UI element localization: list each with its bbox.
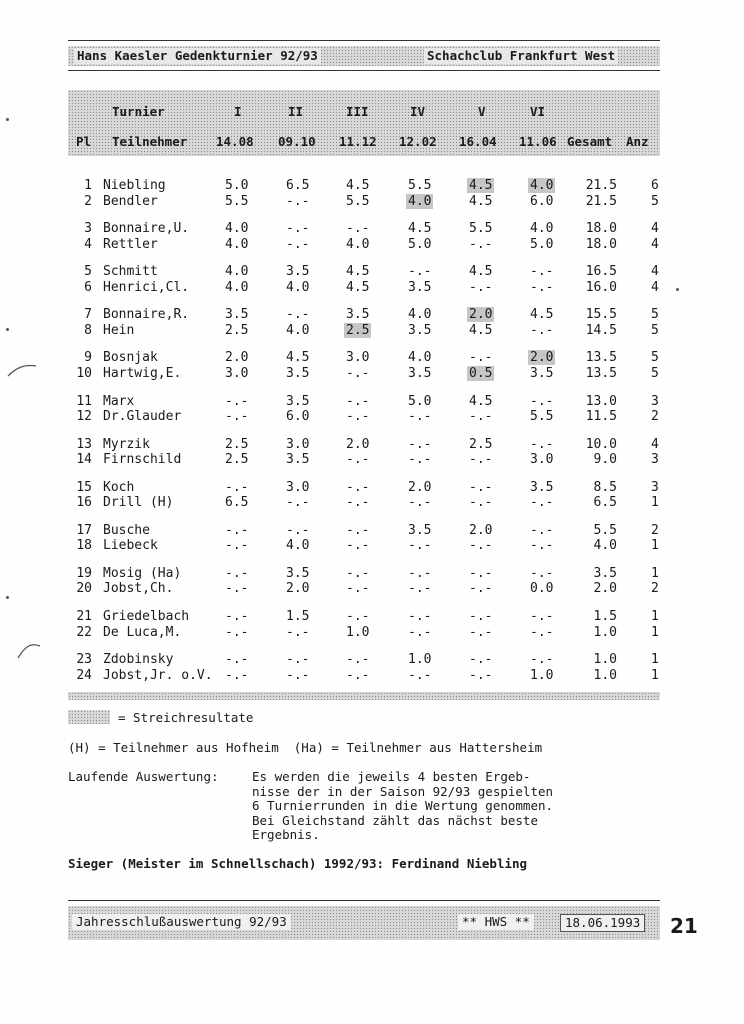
round-4-cell: -.- xyxy=(408,264,432,280)
total-cell: 16.5 xyxy=(585,264,617,280)
col-round-4-roman: IV xyxy=(410,104,426,119)
round-6-cell: 6.0 xyxy=(530,193,554,209)
name-cell: Myrzik xyxy=(103,436,150,452)
round-5-cell: -.- xyxy=(469,350,493,366)
round-3-cell: 3.0 xyxy=(346,350,370,366)
total-cell: 18.0 xyxy=(585,236,617,252)
count-cell: 5 xyxy=(651,365,659,381)
round-6-cell: -.- xyxy=(530,624,554,640)
column-header xyxy=(68,90,660,156)
name-cell: Bonnaire,U. xyxy=(103,221,190,237)
total-cell: 13.5 xyxy=(585,365,617,381)
name-cell: Liebeck xyxy=(103,538,158,554)
round-1-cell: 6.5 xyxy=(225,495,249,511)
col-turnier: Turnier xyxy=(112,104,165,119)
round-4-cell: 2.0 xyxy=(408,479,432,495)
footer-title: Jahresschlußauswertung 92/93 xyxy=(72,914,291,930)
round-5-cell: -.- xyxy=(469,565,493,581)
name-cell: Rettler xyxy=(103,236,158,252)
round-4-cell: -.- xyxy=(408,667,432,683)
round-5-cell: 0.5 xyxy=(469,365,493,381)
header-title: Hans Kaesler Gedenkturnier 92/93 xyxy=(74,48,321,64)
round-6-cell: 3.5 xyxy=(530,479,554,495)
name-cell: Firnschild xyxy=(103,452,182,468)
round-1-cell: 2.5 xyxy=(225,322,249,338)
total-cell: 3.5 xyxy=(593,565,617,581)
round-4-cell: -.- xyxy=(408,538,432,554)
round-2-cell: -.- xyxy=(286,652,310,668)
round-2-cell: 4.0 xyxy=(286,322,310,338)
round-6-cell: 0.0 xyxy=(530,581,554,597)
rank-cell: 9 xyxy=(84,350,92,366)
rank-cell: 15 xyxy=(76,479,92,495)
round-3-cell: -.- xyxy=(346,221,370,237)
round-6-cell: -.- xyxy=(530,522,554,538)
round-5-cell: -.- xyxy=(469,479,493,495)
round-1-cell: -.- xyxy=(225,522,249,538)
total-cell: 4.0 xyxy=(593,538,617,554)
header-club: Schachclub Frankfurt West xyxy=(424,48,618,64)
round-2-cell: -.- xyxy=(286,624,310,640)
round-6-cell: 4.0 xyxy=(530,221,554,237)
round-5-cell: -.- xyxy=(469,581,493,597)
round-3-cell: -.- xyxy=(346,609,370,624)
header-underline xyxy=(68,70,660,71)
round-6-cell: -.- xyxy=(530,279,554,295)
round-2-cell: 4.0 xyxy=(286,538,310,554)
round-2-cell: -.- xyxy=(286,522,310,538)
round-5-cell: -.- xyxy=(469,495,493,511)
count-cell: 1 xyxy=(651,495,659,511)
round-3-cell: 5.5 xyxy=(346,193,370,209)
round-5-cell: -.- xyxy=(469,279,493,295)
round-5-cell: -.- xyxy=(469,538,493,554)
round-2-cell: 4.0 xyxy=(286,279,310,295)
round-6-cell: 4.0 xyxy=(530,178,554,193)
round-5-cell: 4.5 xyxy=(469,178,493,193)
round-4-cell: 3.5 xyxy=(408,322,432,338)
round-4-cell: 4.5 xyxy=(408,221,432,237)
round-4-cell: 4.0 xyxy=(408,193,432,209)
round-5-cell: -.- xyxy=(469,409,493,424)
count-cell: 4 xyxy=(651,436,659,452)
round-1-cell: -.- xyxy=(225,667,249,683)
round-2-cell: 3.0 xyxy=(286,479,310,495)
round-4-cell: -.- xyxy=(408,609,432,624)
total-cell: 16.0 xyxy=(585,279,617,295)
total-cell: 1.5 xyxy=(593,609,617,624)
round-4-cell: 4.0 xyxy=(408,350,432,366)
count-cell: 2 xyxy=(651,581,659,597)
total-cell: 8.5 xyxy=(593,479,617,495)
round-1-cell: -.- xyxy=(225,409,249,424)
footer-date: 18.06.1993 xyxy=(560,914,645,932)
rank-cell: 3 xyxy=(84,221,92,237)
round-5-cell: 4.5 xyxy=(469,322,493,338)
round-6-cell: -.- xyxy=(530,565,554,581)
col-round-3-roman: III xyxy=(346,104,369,119)
total-cell: 11.5 xyxy=(585,409,617,424)
rank-cell: 4 xyxy=(84,236,92,252)
round-5-cell: 5.5 xyxy=(469,221,493,237)
name-cell: Zdobinsky xyxy=(103,652,174,668)
count-cell: 1 xyxy=(651,609,659,624)
round-1-cell: 4.0 xyxy=(225,236,249,252)
round-2-cell: 3.5 xyxy=(286,264,310,280)
round-5-cell: 4.5 xyxy=(469,193,493,209)
col-round-5-date: 16.04 xyxy=(459,134,497,149)
total-cell: 13.5 xyxy=(585,350,617,366)
total-cell: 14.5 xyxy=(585,322,617,338)
rank-cell: 8 xyxy=(84,322,92,338)
round-1-cell: 2.0 xyxy=(225,350,249,366)
round-3-cell: 4.5 xyxy=(346,279,370,295)
total-cell: 21.5 xyxy=(585,193,617,209)
round-3-cell: -.- xyxy=(346,495,370,511)
count-cell: 2 xyxy=(651,522,659,538)
name-cell: Griedelbach xyxy=(103,609,190,624)
round-3-cell: 2.0 xyxy=(346,436,370,452)
rank-cell: 21 xyxy=(76,609,92,624)
rank-cell: 23 xyxy=(76,652,92,668)
round-1-cell: -.- xyxy=(225,479,249,495)
name-cell: Schmitt xyxy=(103,264,158,280)
name-cell: Jobst,Jr. o.V. xyxy=(103,667,213,683)
round-1-cell: 3.5 xyxy=(225,307,249,323)
count-cell: 1 xyxy=(651,624,659,640)
round-4-cell: -.- xyxy=(408,581,432,597)
col-gesamt: Gesamt xyxy=(567,134,613,149)
count-cell: 4 xyxy=(651,221,659,237)
col-round-2-roman: II xyxy=(288,104,304,119)
total-cell: 18.0 xyxy=(585,221,617,237)
round-3-cell: -.- xyxy=(346,479,370,495)
round-4-cell: 5.5 xyxy=(408,178,432,193)
round-6-cell: -.- xyxy=(530,436,554,452)
legend-laufend-text: Es werden die jeweils 4 besten Ergeb- nisse der in der Saison 92/93 gespielten 6 Turnierrunden in die Wertung genommen. Bei Gleichstand zählt das nächst beste Ergebnis. xyxy=(252,769,554,842)
scan-mark xyxy=(676,288,679,291)
rank-cell: 16 xyxy=(76,495,92,511)
round-5-cell: -.- xyxy=(469,652,493,668)
round-1-cell: 5.0 xyxy=(225,178,249,193)
col-round-4-date: 12.02 xyxy=(399,134,437,149)
col-round-2-date: 09.10 xyxy=(278,134,316,149)
round-2-cell: -.- xyxy=(286,667,310,683)
col-round-1-roman: I xyxy=(234,104,242,119)
round-6-cell: -.- xyxy=(530,538,554,554)
round-6-cell: 3.5 xyxy=(530,365,554,381)
round-3-cell: 1.0 xyxy=(346,624,370,640)
round-1-cell: 4.0 xyxy=(225,221,249,237)
count-cell: 1 xyxy=(651,667,659,683)
col-round-1-date: 14.08 xyxy=(216,134,254,149)
count-cell: 1 xyxy=(651,538,659,554)
name-cell: Jobst,Ch. xyxy=(103,581,174,597)
round-2-cell: 6.5 xyxy=(286,178,310,193)
count-cell: 4 xyxy=(651,279,659,295)
round-2-cell: 3.5 xyxy=(286,393,310,409)
total-cell: 1.0 xyxy=(593,624,617,640)
count-cell: 5 xyxy=(651,307,659,323)
round-1-cell: 3.0 xyxy=(225,365,249,381)
total-cell: 13.0 xyxy=(585,393,617,409)
round-3-cell: -.- xyxy=(346,452,370,468)
name-cell: Bonnaire,R. xyxy=(103,307,190,323)
round-1-cell: -.- xyxy=(225,565,249,581)
round-1-cell: -.- xyxy=(225,624,249,640)
count-cell: 3 xyxy=(651,393,659,409)
round-5-cell: 2.0 xyxy=(469,307,493,323)
round-1-cell: -.- xyxy=(225,393,249,409)
rank-cell: 11 xyxy=(76,393,92,409)
strike-swatch xyxy=(68,710,110,724)
round-2-cell: -.- xyxy=(286,221,310,237)
page-number: 21 xyxy=(670,914,698,938)
round-4-cell: -.- xyxy=(408,624,432,640)
round-4-cell: 3.5 xyxy=(408,522,432,538)
round-6-cell: -.- xyxy=(530,609,554,624)
round-2-cell: 4.5 xyxy=(286,350,310,366)
rank-cell: 24 xyxy=(76,667,92,683)
round-6-cell: 2.0 xyxy=(530,350,554,366)
round-1-cell: 4.0 xyxy=(225,279,249,295)
round-6-cell: -.- xyxy=(530,322,554,338)
table-bottom-bar xyxy=(68,692,660,700)
round-2-cell: 3.0 xyxy=(286,436,310,452)
rank-cell: 5 xyxy=(84,264,92,280)
round-3-cell: 2.5 xyxy=(346,322,370,338)
total-cell: 2.0 xyxy=(593,581,617,597)
rank-cell: 19 xyxy=(76,565,92,581)
footer-hws: ** HWS ** xyxy=(458,914,534,930)
rank-cell: 10 xyxy=(76,365,92,381)
count-cell: 1 xyxy=(651,565,659,581)
scan-mark xyxy=(6,596,9,599)
round-2-cell: 3.5 xyxy=(286,365,310,381)
name-cell: De Luca,M. xyxy=(103,624,182,640)
round-3-cell: 4.0 xyxy=(346,236,370,252)
rank-cell: 13 xyxy=(76,436,92,452)
name-cell: Hein xyxy=(103,322,135,338)
round-5-cell: 2.5 xyxy=(469,436,493,452)
total-cell: 1.0 xyxy=(593,652,617,668)
round-3-cell: -.- xyxy=(346,365,370,381)
total-cell: 9.0 xyxy=(593,452,617,468)
rank-cell: 17 xyxy=(76,522,92,538)
round-3-cell: -.- xyxy=(346,652,370,668)
count-cell: 5 xyxy=(651,193,659,209)
round-6-cell: 5.0 xyxy=(530,236,554,252)
round-3-cell: -.- xyxy=(346,522,370,538)
winner-line: Sieger (Meister im Schnellschach) 1992/93: Ferdinand Niebling xyxy=(68,856,528,871)
round-5-cell: -.- xyxy=(469,452,493,468)
round-2-cell: -.- xyxy=(286,193,310,209)
scan-mark xyxy=(6,328,9,331)
count-cell: 4 xyxy=(651,264,659,280)
round-6-cell: -.- xyxy=(530,652,554,668)
name-cell: Koch xyxy=(103,479,135,495)
round-5-cell: -.- xyxy=(469,236,493,252)
legend-strike: = Streichresultate xyxy=(118,710,254,725)
round-3-cell: -.- xyxy=(346,409,370,424)
name-cell: Hartwig,E. xyxy=(103,365,182,381)
round-2-cell: 1.5 xyxy=(286,609,310,624)
round-5-cell: 4.5 xyxy=(469,264,493,280)
col-round-6-date: 11.06 xyxy=(519,134,557,149)
round-4-cell: 3.5 xyxy=(408,365,432,381)
round-1-cell: 2.5 xyxy=(225,452,249,468)
col-round-3-date: 11.12 xyxy=(339,134,377,149)
round-5-cell: -.- xyxy=(469,609,493,624)
round-6-cell: 5.5 xyxy=(530,409,554,424)
col-anz: Anz xyxy=(626,134,649,149)
count-cell: 3 xyxy=(651,452,659,468)
rank-cell: 1 xyxy=(84,178,92,193)
round-6-cell: -.- xyxy=(530,393,554,409)
count-cell: 4 xyxy=(651,236,659,252)
round-1-cell: -.- xyxy=(225,581,249,597)
name-cell: Bendler xyxy=(103,193,158,209)
name-cell: Busche xyxy=(103,522,150,538)
round-6-cell: 3.0 xyxy=(530,452,554,468)
round-3-cell: 4.5 xyxy=(346,264,370,280)
round-1-cell: -.- xyxy=(225,609,249,624)
count-cell: 6 xyxy=(651,178,659,193)
name-cell: Mosig (Ha) xyxy=(103,565,182,581)
round-5-cell: 2.0 xyxy=(469,522,493,538)
round-6-cell: -.- xyxy=(530,264,554,280)
round-2-cell: -.- xyxy=(286,236,310,252)
round-5-cell: -.- xyxy=(469,624,493,640)
total-cell: 21.5 xyxy=(585,178,617,193)
name-cell: Drill (H) xyxy=(103,495,174,511)
rank-cell: 20 xyxy=(76,581,92,597)
round-1-cell: -.- xyxy=(225,652,249,668)
top-rule xyxy=(68,40,660,41)
round-4-cell: -.- xyxy=(408,409,432,424)
count-cell: 2 xyxy=(651,409,659,424)
rank-cell: 22 xyxy=(76,624,92,640)
round-2-cell: 3.5 xyxy=(286,565,310,581)
round-4-cell: -.- xyxy=(408,565,432,581)
round-2-cell: 3.5 xyxy=(286,452,310,468)
total-cell: 6.5 xyxy=(593,495,617,511)
round-6-cell: 4.5 xyxy=(530,307,554,323)
round-2-cell: -.- xyxy=(286,495,310,511)
name-cell: Henrici,Cl. xyxy=(103,279,190,295)
rank-cell: 14 xyxy=(76,452,92,468)
round-3-cell: 3.5 xyxy=(346,307,370,323)
col-round-6-roman: VI xyxy=(530,104,546,119)
round-1-cell: 5.5 xyxy=(225,193,249,209)
round-3-cell: -.- xyxy=(346,538,370,554)
col-teilnehmer: Teilnehmer xyxy=(112,134,188,149)
rank-cell: 6 xyxy=(84,279,92,295)
total-cell: 10.0 xyxy=(585,436,617,452)
total-cell: 15.5 xyxy=(585,307,617,323)
scan-stroke-mark xyxy=(6,360,40,380)
name-cell: Bosnjak xyxy=(103,350,158,366)
count-cell: 5 xyxy=(651,350,659,366)
round-6-cell: -.- xyxy=(530,495,554,511)
round-1-cell: -.- xyxy=(225,538,249,554)
round-4-cell: -.- xyxy=(408,436,432,452)
round-4-cell: 1.0 xyxy=(408,652,432,668)
rank-cell: 2 xyxy=(84,193,92,209)
round-2-cell: -.- xyxy=(286,307,310,323)
round-3-cell: 4.5 xyxy=(346,178,370,193)
round-5-cell: -.- xyxy=(469,667,493,683)
total-cell: 5.5 xyxy=(593,522,617,538)
round-6-cell: 1.0 xyxy=(530,667,554,683)
legend-laufend-label: Laufende Auswertung: xyxy=(68,769,219,784)
round-1-cell: 4.0 xyxy=(225,264,249,280)
round-3-cell: -.- xyxy=(346,667,370,683)
round-4-cell: -.- xyxy=(408,495,432,511)
col-pl: Pl xyxy=(76,134,92,149)
round-4-cell: 5.0 xyxy=(408,236,432,252)
footer-top-rule xyxy=(68,900,660,901)
round-3-cell: -.- xyxy=(346,581,370,597)
name-cell: Dr.Glauder xyxy=(103,409,182,424)
round-2-cell: 2.0 xyxy=(286,581,310,597)
col-round-5-roman: V xyxy=(478,104,486,119)
round-4-cell: 4.0 xyxy=(408,307,432,323)
scan-stroke-mark xyxy=(14,638,44,662)
name-cell: Marx xyxy=(103,393,135,409)
round-1-cell: 2.5 xyxy=(225,436,249,452)
round-2-cell: 6.0 xyxy=(286,409,310,424)
rank-cell: 12 xyxy=(76,409,92,424)
round-3-cell: -.- xyxy=(346,393,370,409)
total-cell: 1.0 xyxy=(593,667,617,683)
count-cell: 5 xyxy=(651,322,659,338)
rank-cell: 7 xyxy=(84,307,92,323)
count-cell: 3 xyxy=(651,479,659,495)
round-4-cell: 3.5 xyxy=(408,279,432,295)
legend-clubs: (H) = Teilnehmer aus Hofheim (Ha) = Teilnehmer aus Hattersheim xyxy=(68,740,543,755)
round-3-cell: -.- xyxy=(346,565,370,581)
count-cell: 1 xyxy=(651,652,659,668)
scan-mark xyxy=(6,118,9,121)
round-4-cell: -.- xyxy=(408,452,432,468)
rank-cell: 18 xyxy=(76,538,92,554)
round-5-cell: 4.5 xyxy=(469,393,493,409)
name-cell: Niebling xyxy=(103,178,166,193)
round-4-cell: 5.0 xyxy=(408,393,432,409)
